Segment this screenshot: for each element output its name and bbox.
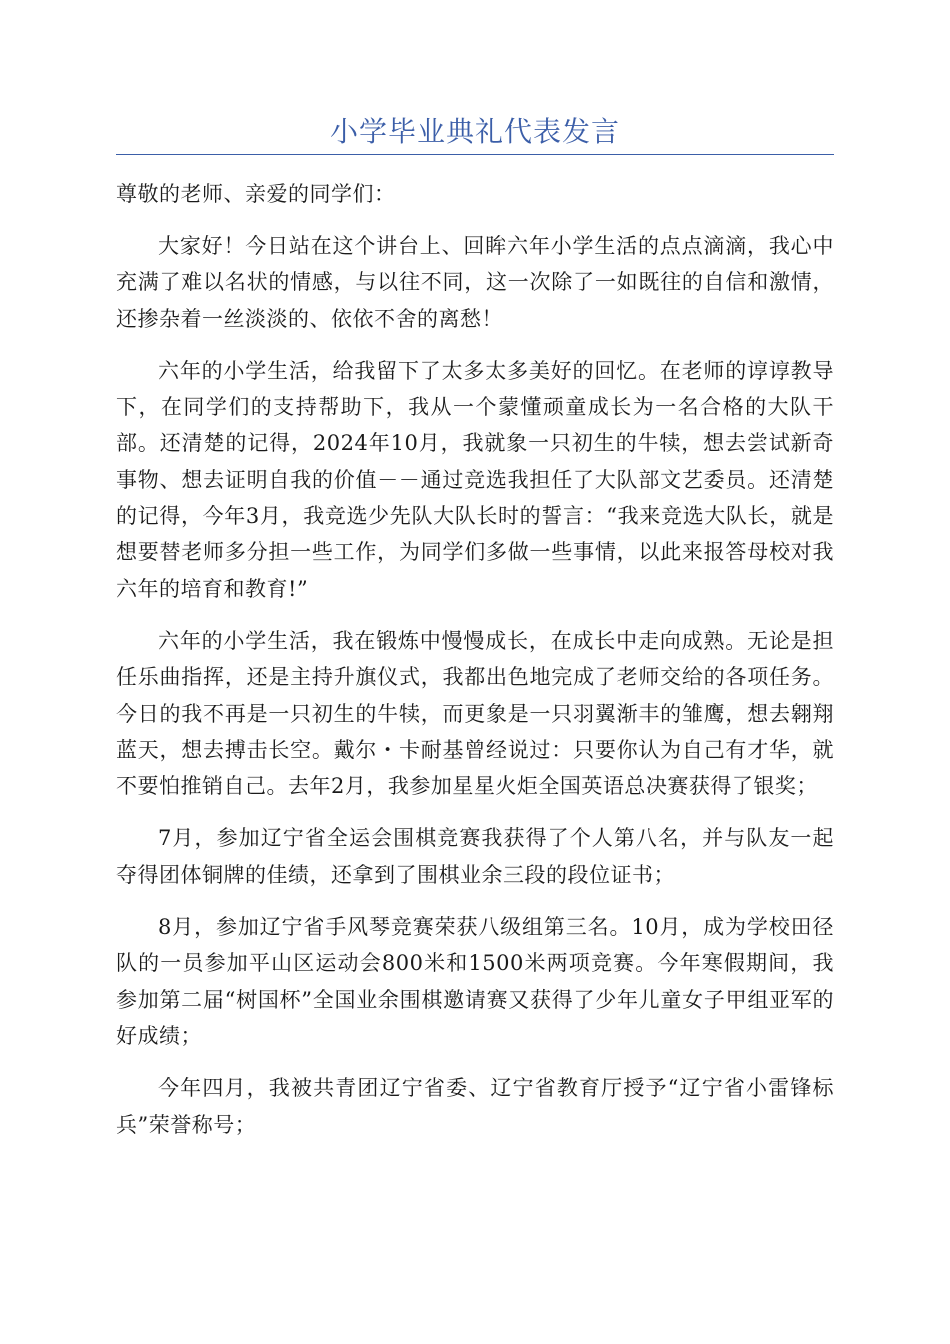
document-body — [116, 176, 834, 1159]
paragraph-1: 大家好！今日站在这个讲台上、回眸六年小学生活的点点滴滴，我心中充满了难以名状的情感，与以往不同，这一次除了一如既往的自信和激情，还掺杂着一丝淡淡的、依依不舍的离愁！ — [116, 234, 834, 331]
paragraph-3: 六年的小学生活，我在锻炼中慢慢成长，在成长中走向成熟。无论是担任乐曲指挥，还是主持升旗仪式，我都出色地完成了老师交给的各项任务。今日的我不再是一只初生的牛犊，而更象是一只羽翼渐丰的雏鹰，想去翱翔蓝天，想去搏击长空。戴尔・卡耐基曾经说过：只要你认为自己有才华，就不要怕推销自己。去年2月，我参加星星火炬全国英语总决赛获得了银奖； — [116, 628, 834, 799]
paragraph-6: 今年四月，我被共青团辽宁省委、辽宁省教育厅授予“辽宁省小雷锋标兵”荣誉称号； — [116, 1076, 834, 1137]
paragraph-5: 8月，参加辽宁省手风琴竞赛荣获八级组第三名。10月，成为学校田径队的一员参加平山区运动会800米和1500米两项竞赛。今年寒假期间，我参加第二届“树国杯”全国业余围棋邀请赛又获得了少年儿童女子甲组亚军的好成绩； — [116, 915, 834, 1048]
document-title: 小学毕业典礼代表发言 — [329, 115, 620, 148]
paragraph-2: 六年的小学生活，给我留下了太多太多美好的回忆。在老师的谆谆教导下，在同学们的支持帮助下，我从一个蒙懂顽童成长为一名合格的大队干部。还清楚的记得，2024年10月，我就象一只初生的牛犊，想去尝试新奇事物、想去证明自我的价值－－通过竞选我担任了大队部文艺委员。还清楚的记得，今年3月，我竞选少先队大队长时的誓言：“我来竞选大队长，就是想要替老师多分担一些工作，为同学们多做一些事情，以此来报答母校对我六年的培育和教育!” — [116, 358, 834, 601]
salutation: 尊敬的老师、亲爱的同学们： — [116, 182, 396, 206]
paragraph-4: 7月，参加辽宁省全运会围棋竞赛我获得了个人第八名，并与队友一起夺得团体铜牌的佳绩，还拿到了围棋业余三段的段位证书； — [116, 826, 834, 887]
title-underline — [116, 154, 834, 155]
